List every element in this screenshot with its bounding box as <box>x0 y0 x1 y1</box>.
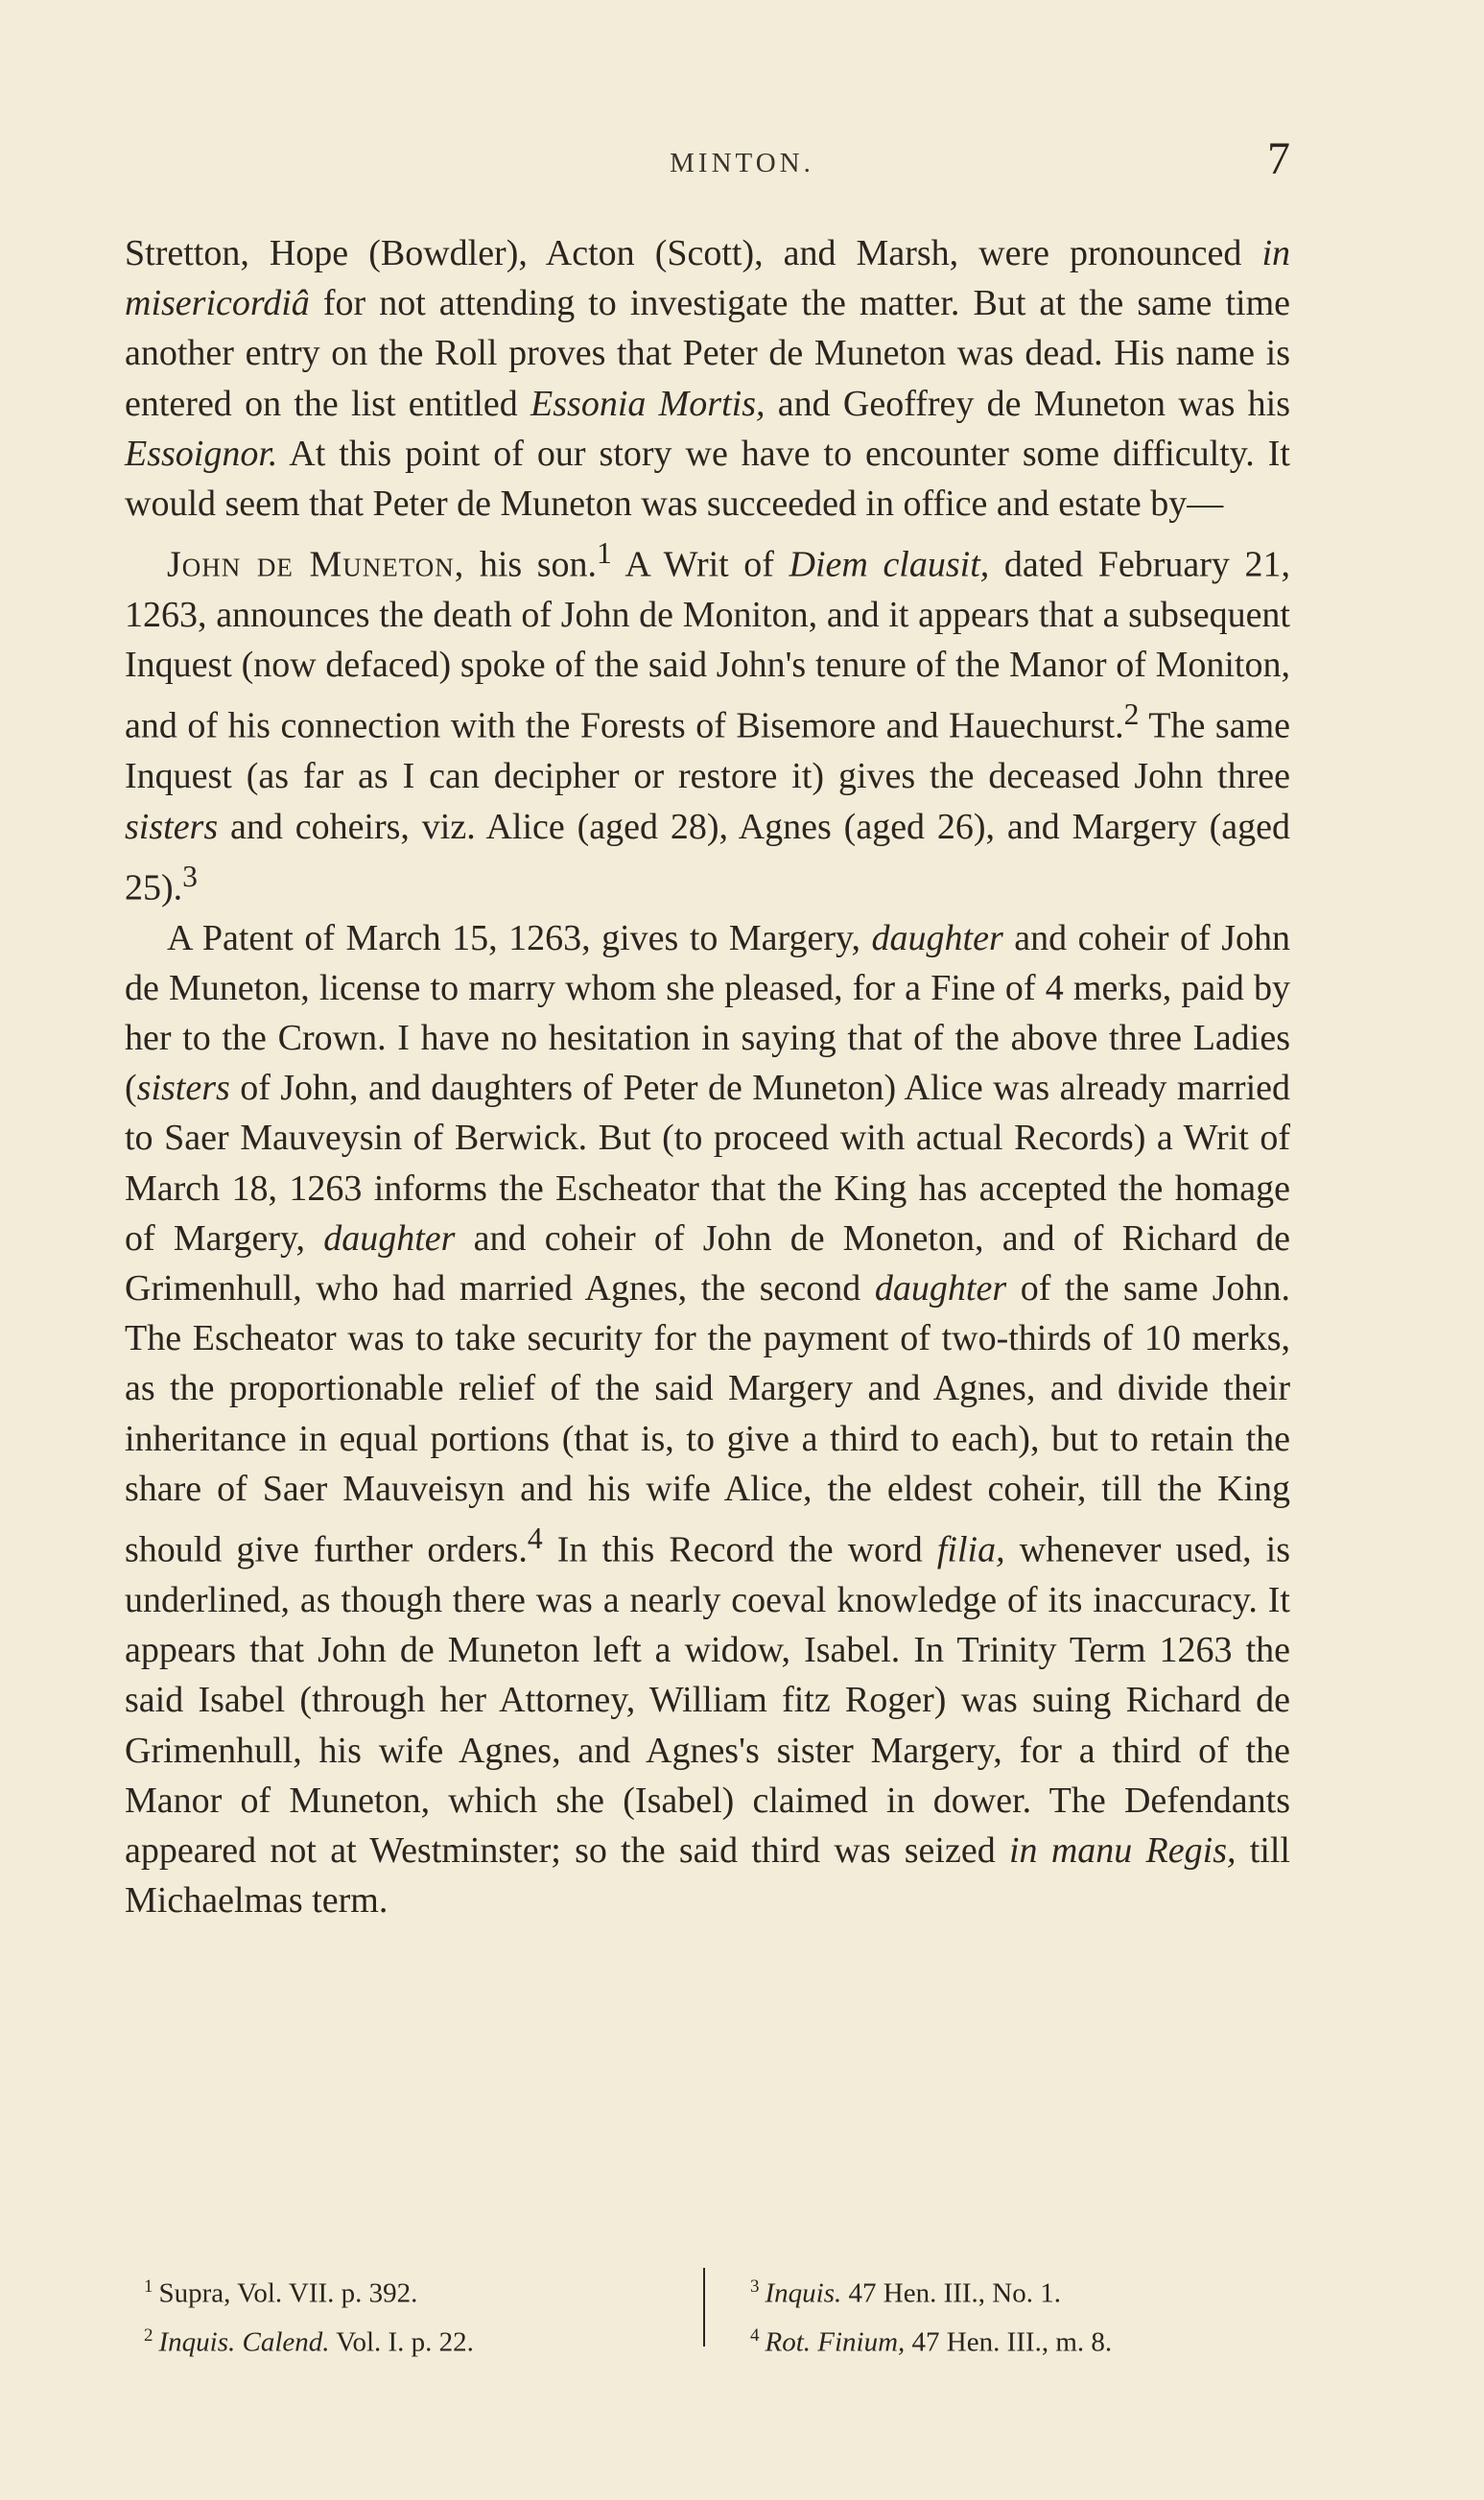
text-run: of John, and daughters of Peter de Muneton) Alice was already married to Saer Mauveysin of Berwick. But (to proceed with actual Records) a Writ of March 18, 1263 informs the Escheator that the King has accepted the homage of Margery, <box>125 1068 1290 1259</box>
main-text <box>125 228 1290 1925</box>
text-run: and coheir of John de Moneton, and of Richard de Grimenhull, who had married Agnes, the second <box>125 1217 1290 1309</box>
text-run: of the same John. The Escheator was to take security for the payment of two-thirds of 10 merks, as the proportionable relief of the said Margery and Agnes, and divide their inheritance in equal portions (that is, to give a third to each), but to retain the share of Saer Mauveisyn and his wife Alice, the eldest coheir, till the King should give further orders. <box>125 1268 1290 1570</box>
text-run: till Michaelmas term. <box>125 1829 1290 1922</box>
footnotes-right-column <box>750 2266 1287 2363</box>
footnote-1 <box>144 2266 681 2315</box>
footnote-source: Inquis. <box>765 2277 842 2309</box>
footnote-divider <box>703 2268 705 2347</box>
footnote-2 <box>144 2315 681 2364</box>
footnote-text: 47 Hen. III., m. 8. <box>905 2326 1113 2358</box>
italic-phrase: daughter <box>874 1268 1007 1309</box>
italic-phrase: Diem clausit, <box>789 544 990 585</box>
person-name: John de Muneton, <box>167 544 465 585</box>
footnote-ref[interactable]: 3 <box>182 859 198 893</box>
footnote-3 <box>750 2266 1287 2315</box>
italic-phrase: sisters <box>125 806 219 847</box>
footnotes <box>125 2266 1290 2358</box>
text-run: The same Inquest (as far as I can decipher or restore it) gives the deceased John three <box>125 706 1290 797</box>
footnote-ref[interactable]: 1 <box>597 536 612 571</box>
paragraph-3 <box>125 913 1290 1926</box>
text-run: for not attending to investigate the matter. But at the same time another entry on the Roll proves that Peter de Muneton was dead. His name is entered on the list entitled <box>125 283 1290 424</box>
italic-phrase: sisters <box>136 1068 230 1109</box>
footnote-source: Inquis. Calend. <box>158 2326 330 2358</box>
italic-phrase: filia, <box>936 1529 1005 1570</box>
footnote-text: Supra, Vol. VII. p. 392. <box>158 2277 418 2309</box>
text-run: and coheirs, viz. Alice (aged 28), Agnes (aged 26), and Margery (aged 25). <box>125 806 1290 908</box>
text-run: and coheir of John de Muneton, license to marry whom she pleased, for a Fine of 4 merks, paid by her to the Crown. I have no hesitation in saying that of the above three Ladies ( <box>125 917 1290 1109</box>
footnote-ref[interactable]: 4 <box>527 1521 543 1556</box>
paragraph-2 <box>125 529 1290 912</box>
italic-phrase: daughter <box>871 917 1003 958</box>
text-run: A Writ of <box>611 544 789 585</box>
italic-phrase: Essoignor. <box>125 433 278 474</box>
footnote-mark: 3 <box>750 2276 760 2297</box>
footnote-source: Rot. Finium, <box>765 2326 906 2358</box>
paragraph-1 <box>125 228 1290 529</box>
footnote-4 <box>750 2315 1287 2364</box>
italic-phrase: daughter <box>323 1217 456 1259</box>
text-run: In this Record the word <box>542 1529 937 1570</box>
footnote-text: 47 Hen. III., No. 1. <box>841 2277 1061 2309</box>
italic-phrase: Essonia Mortis, <box>530 383 766 424</box>
italic-phrase: in misericordiâ <box>125 233 1290 324</box>
page-number: 7 <box>1267 133 1290 184</box>
text-run: dated February 21, 1263, announces the death of John de Moniton, and it appears that a subsequent Inquest (now defaced) spoke of the said John's tenure of the Manor of Moniton, and of his connection with the Forests of Bisemore and Hauechurst. <box>125 544 1291 747</box>
footnote-mark: 4 <box>750 2324 760 2346</box>
text-run: A Patent of March 15, 1263, gives to Margery, <box>167 917 872 958</box>
page-header <box>0 132 1484 200</box>
footnotes-left-column <box>144 2266 681 2363</box>
footnote-mark: 2 <box>144 2324 153 2346</box>
running-title: MINTON. <box>670 148 814 178</box>
italic-phrase: in manu Regis, <box>1009 1829 1237 1871</box>
text-run: whenever used, is underlined, as though there was a nearly coeval knowledge of its inaccuracy. It appears that John de Muneton left a widow, Isabel. In Trinity Term 1263 the said Isabel (through her Attorney, William fitz Roger) was suing Richard de Grimenhull, his wife Agnes, and Agnes's sister Margery, for a third of the Manor of Muneton, which she (Isabel) claimed in dower. The Defendants appeared not at Westminster; so the said third was seized <box>125 1529 1291 1871</box>
text-run: and Geoffrey de Muneton was his <box>765 383 1290 424</box>
footnote-ref[interactable]: 2 <box>1123 697 1140 732</box>
footnote-text: Vol. I. p. 22. <box>329 2326 474 2358</box>
text-run: Stretton, Hope (Bowdler), Acton (Scott), and Marsh, were pronounced <box>125 233 1262 273</box>
footnote-mark: 1 <box>144 2276 153 2297</box>
text-run: his son. <box>464 544 598 585</box>
text-run: At this point of our story we have to encounter some difficulty. It would seem that Peter de Muneton was succeeded in office and estate by— <box>125 433 1290 525</box>
